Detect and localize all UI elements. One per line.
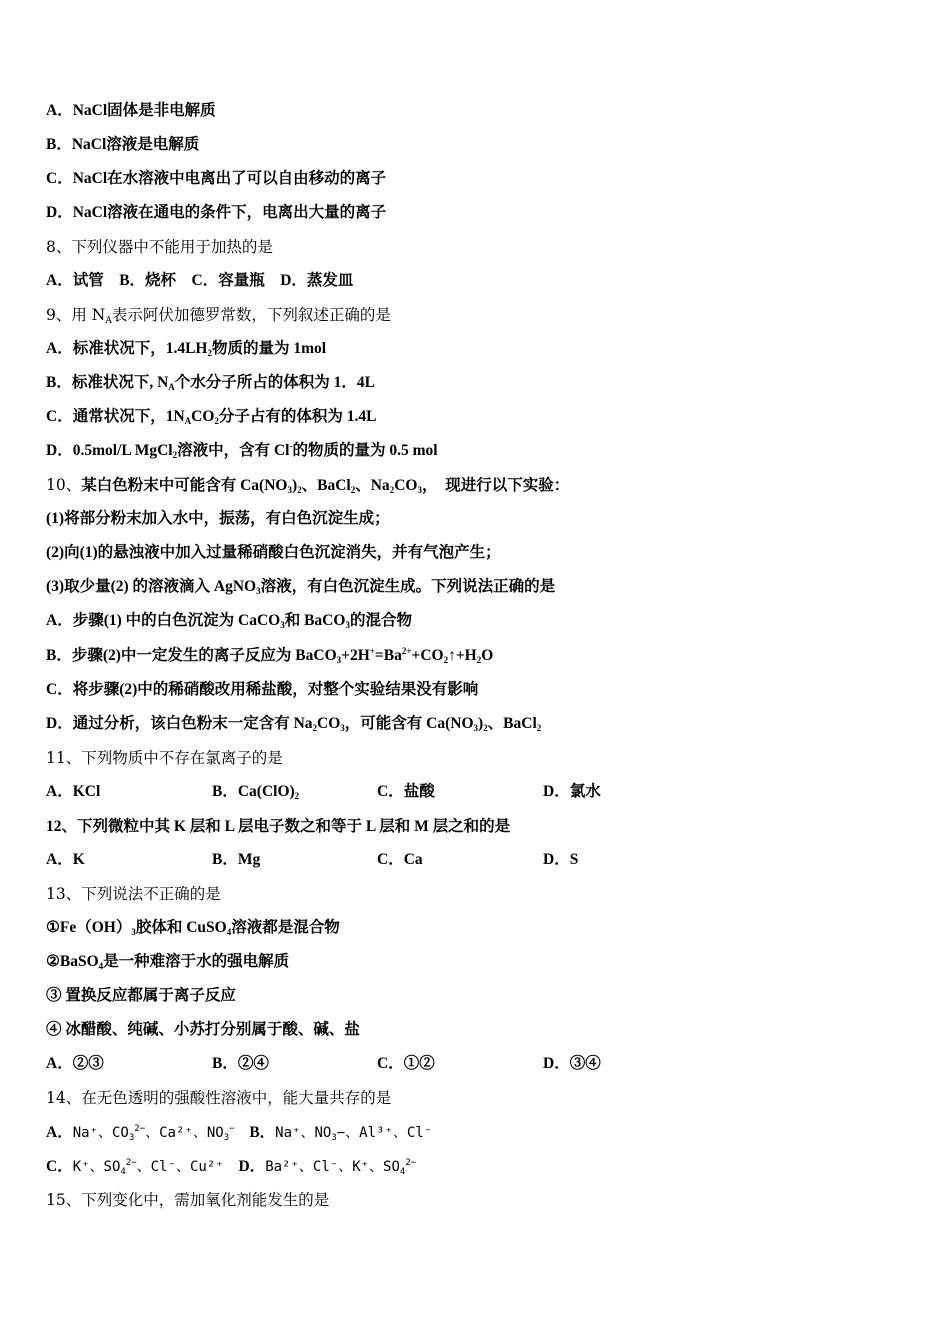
q11-option-c: C．盐酸: [377, 783, 435, 800]
q9-option-d: D．0.5mol/L MgCl$_2$溶液中，含有 Cl-的物质的量为 0.5 mol: [46, 441, 438, 460]
q14-option-a-label: A．: [46, 1124, 73, 1141]
q13-stem: 13、下列说法不正确的是: [46, 885, 221, 903]
q14-stem: 14、在无色透明的强酸性溶液中，能大量共存的是: [46, 1089, 392, 1107]
q11-option-a: A．KCl: [46, 783, 101, 800]
q13-option-d: D．③④: [543, 1055, 601, 1072]
q10-step-3: (3)取少量(2) 的溶液滴入 AgNO$_3$溶液，有白色沉淀生成。下列说法正确的是: [46, 578, 556, 596]
q9-option-a: A．标准状况下，$1.4LH_2$物质的量为 1mol: [46, 340, 327, 358]
q11-stem: 11、下列物质中不存在氯离子的是: [46, 749, 283, 767]
q13-item-3: ③ 置换反应都属于离子反应: [46, 987, 236, 1004]
q10-option-b: B．步骤(2)中一定发生的离子反应为 $BaCO_3+2H^+=Ba^{2+}+CO_2↑+H_2O$: [46, 646, 494, 665]
q12-option-b: B．Mg: [212, 851, 261, 868]
q12-option-d: D．S: [543, 851, 579, 868]
q7-option-d: D．NaCl溶液在通电的条件下，电离出大量的离子: [46, 204, 387, 221]
q13-item-4: ④ 冰醋酸、纯碱、小苏打分别属于酸、碱、盐: [46, 1021, 360, 1038]
q10-stem: 10、某白色粉末中可能含有 $Ca(NO_3)_2$、BaCl$_2$、$Na_2CO_3$， 现进行以下实验：: [46, 476, 570, 495]
q9-option-c: C．通常状况下，$1N_ACO_2$分子占有的体积为 1.4L: [46, 408, 377, 426]
q8-stem: 8、下列仪器中不能用于加热的是: [46, 238, 273, 256]
q10-step-2: (2)向(1)的悬浊液中加入过量稀硝酸白色沉淀消失，并有气泡产生；: [46, 544, 501, 561]
q9-option-b: B．标准状况下, $N_A$个水分子所占的体积为 1．4L: [46, 374, 376, 392]
q12-option-c: C．Ca: [377, 851, 423, 868]
q14-option-b-label: B．: [249, 1124, 276, 1141]
q13-item-1: $①Fe(OH)_3$胶体和 CuSO$_4$溶液都是混合物: [46, 919, 340, 937]
q11-option-d: D．氯水: [543, 783, 601, 800]
q14-option-c: K⁺、$SO_4^{2-}$、Cl⁻、Cu²⁺: [72, 1158, 224, 1177]
q13-item-2: ②BaSO$_4$是一种难溶于水的强电解质: [46, 953, 290, 971]
q13-option-b: B．②④: [212, 1055, 269, 1072]
q13-options: [46, 1052, 746, 1076]
q14-option-a: Na⁺、$CO_3^{2-}$、Ca²⁺、$NO_3^-$: [72, 1124, 235, 1143]
q12-stem: 12、下列微粒中其 K 层和 L 层电子数之和等于 L 层和 M 层之和的是: [46, 818, 511, 835]
q14-option-b: Na⁺、$NO_3-$、Al³⁺、Cl⁻: [275, 1125, 433, 1143]
q10-step-1: (1)将部分粉末加入水中，振荡，有白色沉淀生成；: [46, 510, 390, 527]
q15-stem: 15、下列变化中，需加氧化剂能发生的是: [46, 1191, 330, 1209]
q10-option-c: C．将步骤(2)中的稀硝酸改用稀盐酸，对整个实验结果没有影响: [46, 681, 479, 698]
q11-options: [46, 780, 746, 804]
q7-option-c: C．NaCl在水溶液中电离出了可以自由移动的离子: [46, 170, 387, 187]
q10-option-d: D．通过分析，该白色粉末一定含有 $Na_2CO_3$，可能含有 $Ca(NO_3)_2$、BaCl$_2$: [46, 715, 542, 733]
q14-options-cd: [46, 1154, 416, 1178]
q14-option-c-label: C．: [46, 1158, 73, 1175]
q11-option-b: B．$Ca(ClO)_2$: [212, 783, 300, 801]
q12-options: [46, 848, 746, 872]
q14-option-d: Ba²⁺、Cl⁻、K⁺、$SO_4^{2-}$: [265, 1158, 417, 1177]
q12-option-a: A．K: [46, 851, 85, 868]
q14-option-d-label: D．: [238, 1158, 266, 1175]
q13-option-c: C．①②: [377, 1055, 435, 1072]
q14-options-ab: [46, 1120, 432, 1144]
q7-option-a: A．NaCl固体是非电解质: [46, 102, 216, 119]
q7-option-b: B．NaCl溶液是电解质: [46, 136, 200, 153]
q13-option-a: A．②③: [46, 1055, 104, 1072]
q8-options: A．试管 B．烧杯 C．容量瓶 D．蒸发皿: [46, 272, 354, 289]
q10-option-a: A．步骤(1) 中的白色沉淀为 CaCO$_3$和 BaCO$_3$的混合物: [46, 612, 412, 630]
q9-stem: 9、用 $N_A$表示阿伏加德罗常数，下列叙述正确的是: [46, 306, 391, 326]
